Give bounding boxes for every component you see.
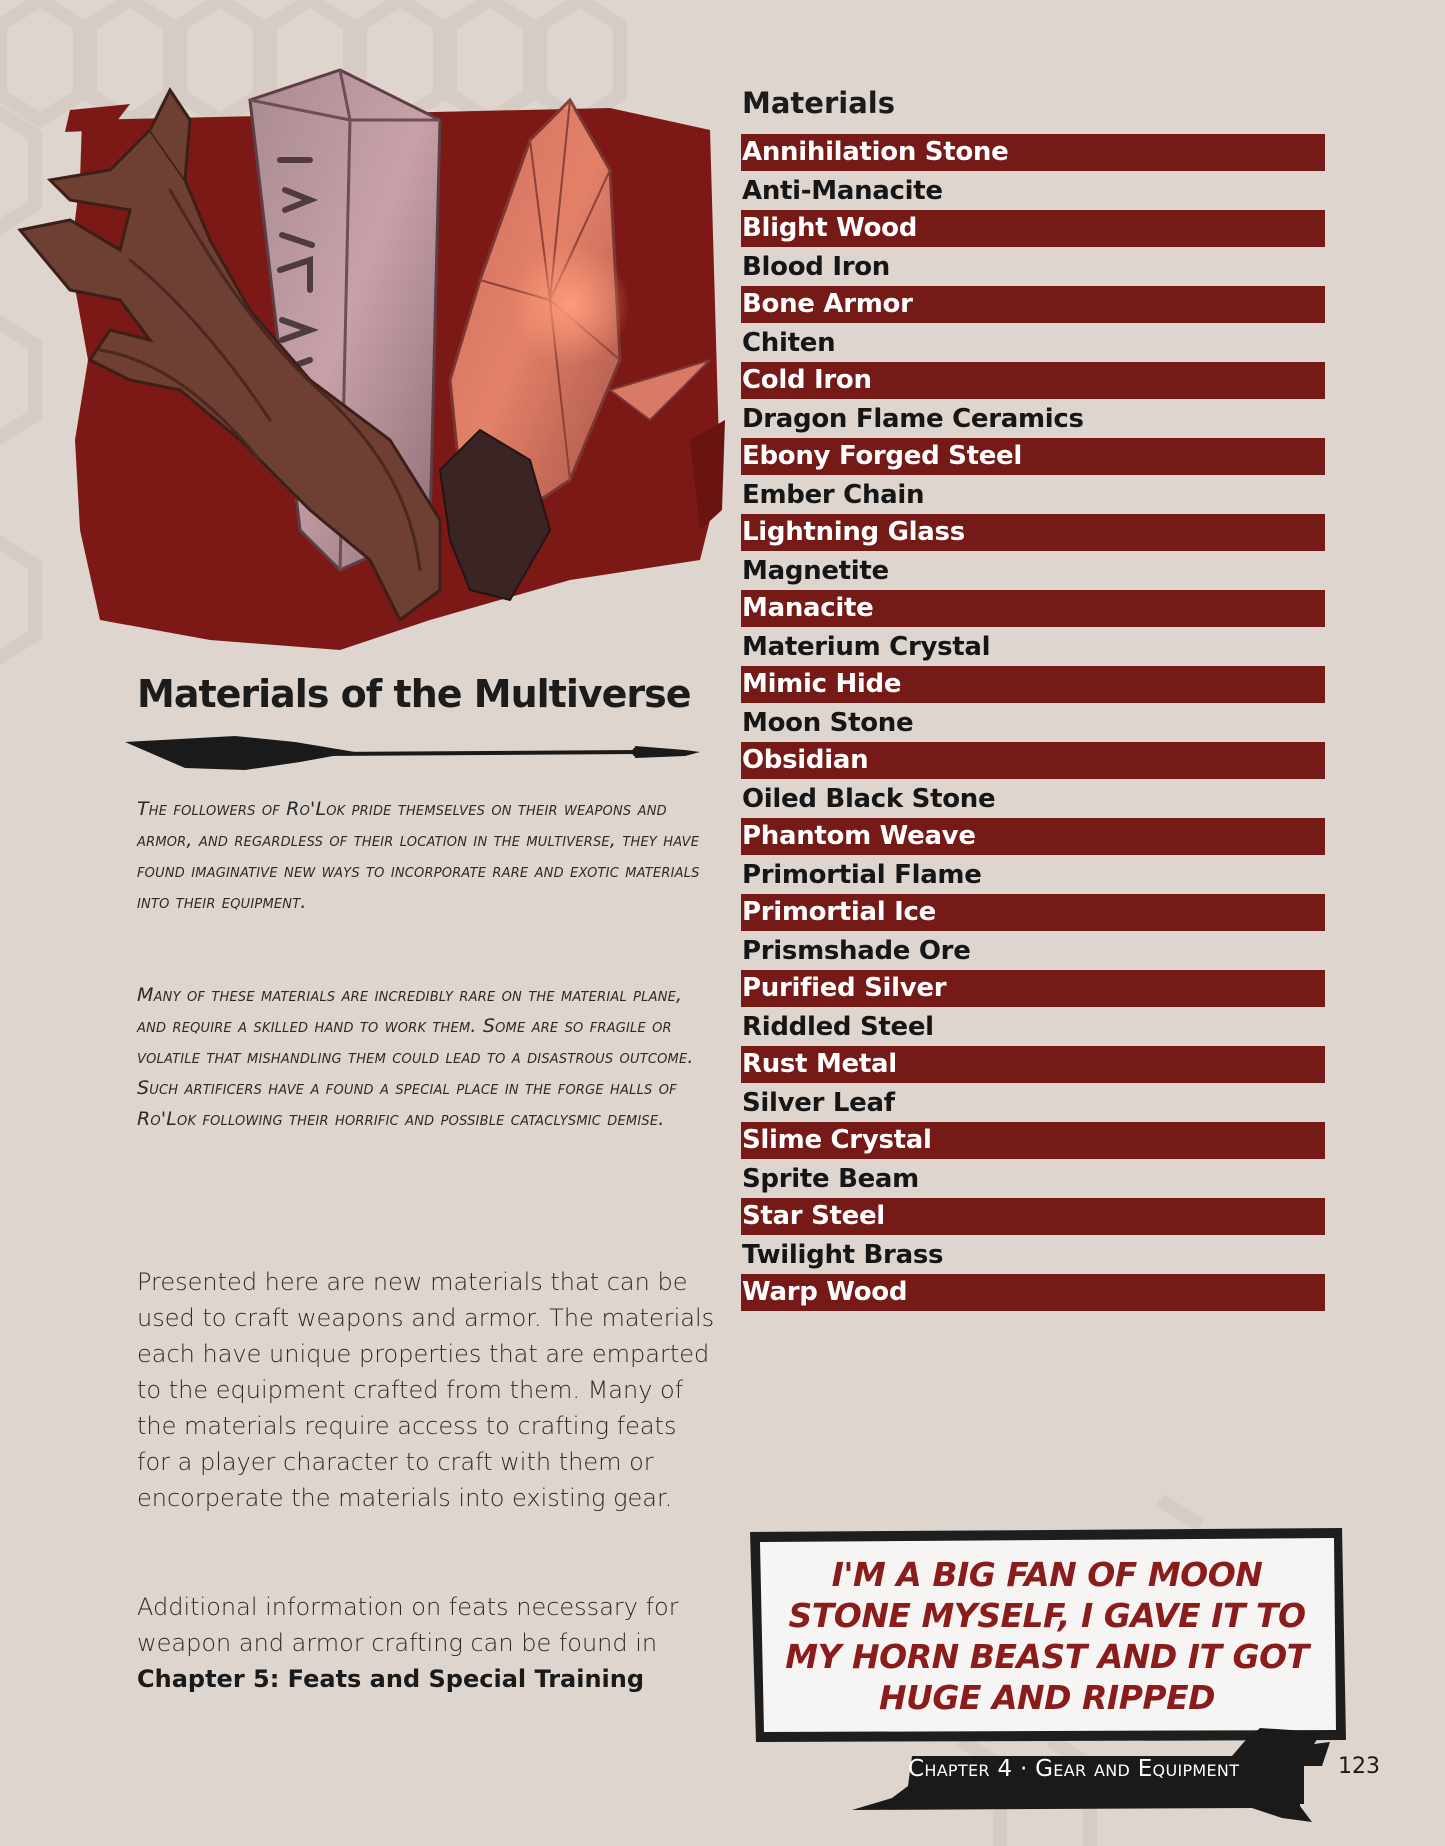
material-item: Chiten [742,328,836,358]
footer-chapter: Chapter 4 · Gear and Equipment [908,1756,1240,1782]
material-item: Sprite Beam [742,1164,919,1194]
article-title: Materials of the Multiverse [137,672,691,716]
material-item: Manacite [741,590,1325,627]
material-item: Silver Leaf [742,1088,895,1118]
material-item: Annihilation Stone [741,134,1325,171]
material-item: Ember Chain [742,480,925,510]
material-item: Purified Silver [741,970,1325,1007]
material-item: Prismshade Ore [742,936,971,966]
material-item: Anti-Manacite [742,176,943,206]
material-item: Dragon Flame Ceramics [742,404,1084,434]
material-item: Blood Iron [742,252,890,282]
flavor-paragraph-1: The followers of Ro'Lok pride themselves on their weapons and armor, and regardless of their location in the multiverse, they have found imaginative new ways to incorporate rare and exotic materials into their equipment. [137,798,700,913]
material-item: Cold Iron [741,362,1325,399]
material-item: Moon Stone [742,708,914,738]
body-paragraph-1: Presented here are new materials that can be used to craft weapons and armor. The materials each have unique properties that are emparted to the equipment crafted from them. Many of the materials require access to crafting feats for a player character to craft with them or encorperate the materials into existing gear. [137,1268,715,1512]
page-number: 123 [1338,1754,1380,1779]
materials-list [741,134,1325,1312]
material-item: Twilight Brass [742,1240,944,1270]
material-item: Bone Armor [741,286,1325,323]
body-paragraph-2 [137,1589,717,1697]
material-item: Primortial Ice [741,894,1325,931]
material-item: Riddled Steel [742,1012,934,1042]
flavor-paragraph-2: Many of these materials are incredibly rare on the material plane, and require a skilled hand to work them. Some are so fragile or volatile that mishandling them could lead to a disastrous outcome. Such artificers have a found a special place in the forge halls of Ro'Lok following their horrific and possible cataclysmic demise. [137,984,694,1130]
spear-divider-icon [125,728,705,776]
material-item: Slime Crystal [741,1122,1325,1159]
callout-box [742,1526,1348,1744]
material-item: Mimic Hide [741,666,1325,703]
chapter-reference: Chapter 5: Feats and Special Training [137,1665,645,1693]
material-item: Ebony Forged Steel [741,438,1325,475]
material-item: Obsidian [741,742,1325,779]
materials-illustration [10,60,730,680]
material-item: Primortial Flame [742,860,982,890]
body-paragraph-2-lead: Additional information on feats necessary for weapon and armor crafting can be found in [137,1593,679,1657]
callout-text: I'M A BIG FAN OF MOON STONE MYSELF, I GAVE IT TO MY HORN BEAST AND IT GOT HUGE AND RIPPED [785,1555,1309,1717]
material-item: Blight Wood [741,210,1325,247]
material-item: Oiled Black Stone [742,784,996,814]
material-item: Warp Wood [741,1274,1325,1311]
materials-heading: Materials [742,86,895,120]
material-item: Star Steel [741,1198,1325,1235]
material-item: Phantom Weave [741,818,1325,855]
material-item: Lightning Glass [741,514,1325,551]
material-item: Materium Crystal [742,632,991,662]
material-item: Magnetite [742,556,889,586]
material-item: Rust Metal [741,1046,1325,1083]
